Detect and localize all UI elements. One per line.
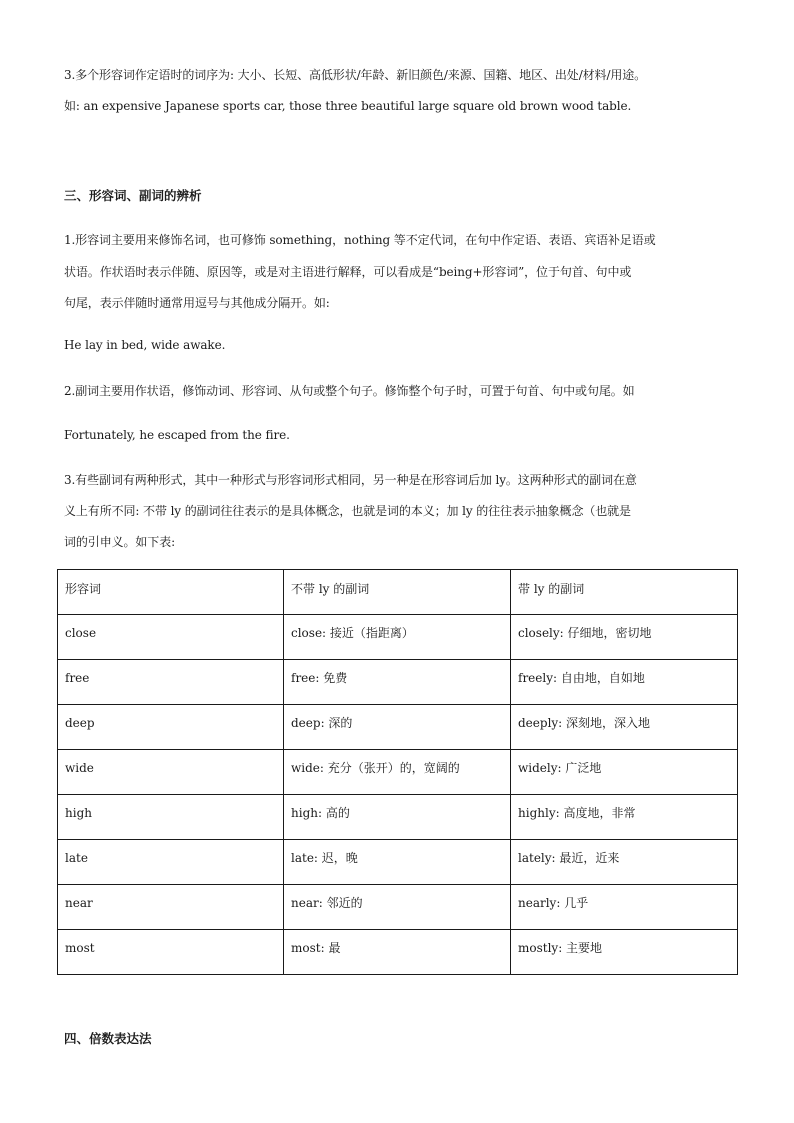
- table-cell: [284, 795, 511, 840]
- cell-adverb-ly: mostly: 主要地: [518, 941, 603, 955]
- table-row: [58, 705, 738, 750]
- point-2-text: 2.副词主要用作状语，修饰动词、形容词、从句或整个句子。修饰整个句子时，可置于句首、句中或句尾。如: [64, 384, 635, 398]
- table-cell: [58, 840, 284, 885]
- table-cell: [511, 885, 738, 930]
- cell-adverb-ly: lately: 最近，近来: [518, 851, 620, 865]
- header-adverb-with-ly: 带 ly 的副词: [518, 582, 585, 596]
- cell-adverb-plain: deep: 深的: [291, 716, 353, 730]
- cell-adjective: late: [65, 851, 88, 865]
- table-cell: [58, 660, 284, 705]
- table-cell: [511, 840, 738, 885]
- cell-adverb-ly: closely: 仔细地，密切地: [518, 626, 652, 640]
- cell-adverb-ly: nearly: 几乎: [518, 896, 589, 910]
- table-cell: [284, 705, 511, 750]
- cell-adverb-plain: free: 免费: [291, 671, 348, 685]
- table-header-row: [58, 570, 738, 615]
- table-cell: [58, 885, 284, 930]
- cell-adverb-plain: late: 迟，晚: [291, 851, 358, 865]
- table-cell: [58, 750, 284, 795]
- table-row: [58, 840, 738, 885]
- header-cell: [58, 570, 284, 615]
- table-cell: [58, 795, 284, 840]
- cell-adjective: most: [65, 941, 95, 955]
- table-cell: [511, 705, 738, 750]
- table-cell: [284, 750, 511, 795]
- header-adjective: 形容词: [65, 582, 102, 596]
- adverb-comparison-table: [57, 569, 738, 975]
- point-3-line-1: 3.有些副词有两种形式，其中一种形式与形容词形式相同，另一种是在形容词后加 ly。这两种形式的副词在意: [64, 473, 637, 487]
- table-cell: [511, 615, 738, 660]
- cell-adjective: deep: [65, 716, 95, 730]
- cell-adverb-plain: high: 高的: [291, 806, 350, 820]
- point-1-line-3: 句尾，表示伴随时通常用逗号与其他成分隔开。如:: [64, 296, 330, 310]
- point-3-line-2: 义上有所不同: 不带 ly 的副词往往表示的是具体概念，也就是词的本义；加 ly 的往往表示抽象概念（也就是: [64, 504, 631, 518]
- table-row: [58, 660, 738, 705]
- table-cell: [511, 795, 738, 840]
- table-row: [58, 885, 738, 930]
- point-1-line-2: 状语。作状语时表示伴随、原因等，或是对主语进行解释，可以看成是“being+形容词”，位于句首、句中或: [64, 265, 632, 279]
- table-cell: [284, 930, 511, 975]
- header-adverb-without-ly: 不带 ly 的副词: [291, 582, 370, 596]
- point-1-example: He lay in bed, wide awake.: [64, 338, 226, 352]
- adjective-order-example: 如: an expensive Japanese sports car, those three beautiful large square old brown wood table.: [64, 99, 632, 113]
- cell-adjective: high: [65, 806, 92, 820]
- table-cell: [511, 750, 738, 795]
- table-row: [58, 750, 738, 795]
- point-3-line-3: 词的引申义。如下表:: [64, 535, 176, 549]
- cell-adverb-ly: highly: 高度地，非常: [518, 806, 636, 820]
- cell-adjective: free: [65, 671, 90, 685]
- section-four-heading: 四、倍数表达法: [64, 1031, 152, 1046]
- point-2-example: Fortunately, he escaped from the fire.: [64, 428, 290, 442]
- cell-adverb-ly: widely: 广泛地: [518, 761, 602, 775]
- cell-adverb-plain: most: 最: [291, 941, 341, 955]
- table-cell: [511, 930, 738, 975]
- cell-adverb-ly: deeply: 深刻地，深入地: [518, 716, 651, 730]
- cell-adjective: wide: [65, 761, 94, 775]
- table-cell: [58, 615, 284, 660]
- cell-adjective: close: [65, 626, 97, 640]
- table-cell: [284, 840, 511, 885]
- header-cell: [511, 570, 738, 615]
- cell-adjective: near: [65, 896, 93, 910]
- table-cell: [511, 660, 738, 705]
- table-cell: [58, 705, 284, 750]
- table-cell: [284, 660, 511, 705]
- cell-adverb-ly: freely: 自由地，自如地: [518, 671, 645, 685]
- cell-adverb-plain: near: 邻近的: [291, 896, 363, 910]
- section-three-heading: 三、形容词、副词的辨析: [64, 188, 202, 203]
- table-row: [58, 795, 738, 840]
- adjective-order-rule: 3.多个形容词作定语时的词序为: 大小、长短、高低形状/年龄、新旧颜色/来源、国籍、地区、出处/材料/用途。: [64, 68, 647, 82]
- point-1-line-1: 1.形容词主要用来修饰名词，也可修饰 something，nothing 等不定代词，在句中作定语、表语、宾语补足语或: [64, 233, 656, 247]
- table-cell: [284, 885, 511, 930]
- table-row: [58, 930, 738, 975]
- header-cell: [284, 570, 511, 615]
- table-row: [58, 615, 738, 660]
- table-cell: [284, 615, 511, 660]
- table-cell: [58, 930, 284, 975]
- cell-adverb-plain: close: 接近（指距离）: [291, 626, 414, 640]
- cell-adverb-plain: wide: 充分（张开）的，宽阔的: [291, 761, 460, 775]
